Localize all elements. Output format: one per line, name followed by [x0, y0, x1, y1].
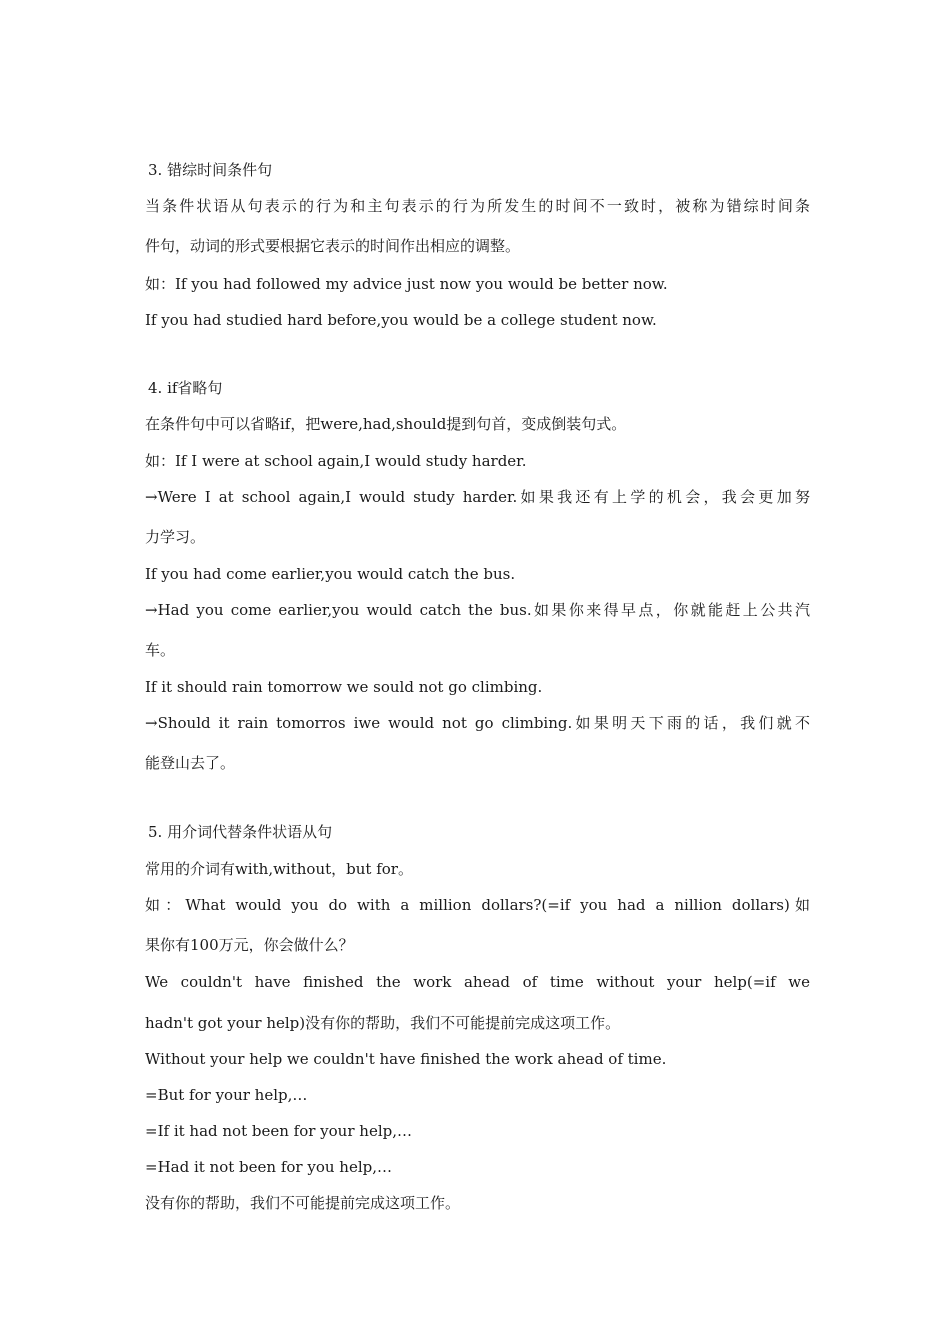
section-4-example-1: 如：If I were at school again,I would study harder.	[145, 452, 527, 470]
section-4-description: 在条件句中可以省略if，把were,had,should提到句首，变成倒装句式。	[145, 415, 627, 433]
section-4-example-2-inverted-line-1: →Had you come earlier,you would catch the bus.如果你来得早点，你就能赶上公共汽	[145, 601, 810, 619]
section-5-example-1-line-1: 如：What would you do with a million dollars?(=if you had a nillion dollars)如	[145, 896, 810, 914]
section-5-alternative-3: =Had it not been for you help,…	[145, 1158, 392, 1176]
section-4-example-2-inverted-line-2: 车。	[145, 641, 176, 659]
section-3-example-2: If you had studied hard before,you would be a college student now.	[145, 311, 657, 329]
section-3-description-line-2: 件句，动词的形式要根据它表示的时间作出相应的调整。	[145, 237, 521, 255]
section-5-alternative-1: =But for your help,…	[145, 1086, 308, 1104]
section-5-heading: 5. 用介词代替条件状语从句	[148, 823, 333, 841]
section-5-example-3: Without your help we couldn't have finished the work ahead of time.	[145, 1050, 667, 1068]
section-5-translation: 没有你的帮助，我们不可能提前完成这项工作。	[145, 1194, 461, 1212]
section-5-alternative-2: =If it had not been for your help,…	[145, 1122, 412, 1140]
section-4-example-3: If it should rain tomorrow we sould not go climbing.	[145, 678, 543, 696]
section-4-example-3-inverted-line-1: →Should it rain tomorros iwe would not go climbing.如果明天下雨的话，我们就不	[145, 714, 810, 732]
section-3-description-line-1: 当条件状语从句表示的行为和主句表示的行为所发生的时间不一致时，被称为错综时间条	[145, 197, 810, 215]
section-5-description: 常用的介词有with,without，but for。	[145, 860, 413, 878]
section-5-example-2-line-2: hadn't got your help)没有你的帮助，我们不可能提前完成这项工作。	[145, 1014, 621, 1032]
section-4-example-3-inverted-line-2: 能登山去了。	[145, 754, 236, 772]
section-4-example-1-inverted-line-2: 力学习。	[145, 528, 206, 546]
section-3-heading: 3. 错综时间条件句	[148, 161, 273, 179]
section-4-example-1-inverted-line-1: →Were I at school again,I would study harder.如果我还有上学的机会，我会更加努	[145, 488, 810, 506]
section-3-example-1: 如：If you had followed my advice just now you would be better now.	[145, 275, 668, 293]
section-5-example-1-line-2: 果你有100万元，你会做什么？	[145, 936, 354, 954]
section-4-heading: 4. if省略句	[148, 379, 223, 397]
section-4-example-2: If you had come earlier,you would catch the bus.	[145, 565, 516, 583]
section-5-example-2-line-1: We couldn't have finished the work ahead of time without your help(=if we	[145, 973, 810, 991]
